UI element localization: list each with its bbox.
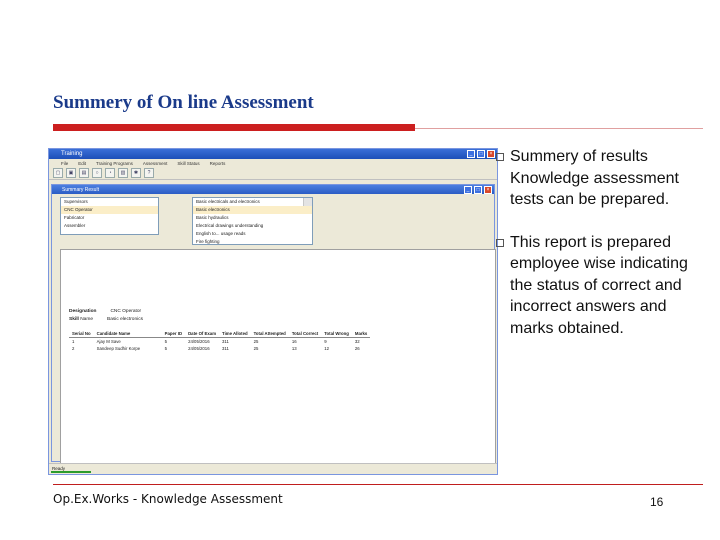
table-cell: 25 bbox=[253, 339, 259, 344]
list-item[interactable]: Fabricator bbox=[64, 215, 85, 220]
list-item[interactable]: Fire fighting bbox=[196, 239, 220, 244]
designation-row bbox=[69, 309, 141, 314]
table-cell: 16 bbox=[291, 339, 297, 344]
designation-label: Designation bbox=[69, 309, 97, 314]
skill-name-label: Name bbox=[80, 317, 94, 322]
list-item[interactable]: Basic hydraulics bbox=[196, 215, 229, 220]
title-accent-bar bbox=[53, 124, 415, 131]
search-icon[interactable]: ○ bbox=[92, 168, 102, 178]
designation-list[interactable] bbox=[60, 197, 159, 235]
menu-item-assessment[interactable]: Assessment bbox=[142, 160, 168, 166]
footer-text: Op.Ex.Works - Knowledge Assessment bbox=[53, 492, 283, 506]
column-header[interactable]: Date Of Exam bbox=[185, 330, 219, 338]
table-cell: 25 bbox=[253, 346, 259, 351]
column-header[interactable]: Candidate Name bbox=[94, 330, 162, 338]
table-cell: 311 bbox=[222, 339, 229, 344]
table-cell: 13 bbox=[291, 346, 297, 351]
list-item[interactable]: Assembler bbox=[64, 223, 86, 228]
list-item[interactable]: Basic electricals and electronics bbox=[196, 199, 260, 204]
user-icon[interactable]: ◔ bbox=[105, 168, 115, 178]
table-cell: 1 bbox=[72, 339, 75, 344]
menu-item-file[interactable]: File bbox=[61, 160, 69, 166]
column-header[interactable]: Total Attempted bbox=[251, 330, 289, 338]
report-icon[interactable]: ▥ bbox=[118, 168, 128, 178]
page-number: 16 bbox=[650, 495, 664, 509]
table-cell: 311 bbox=[222, 346, 229, 351]
open-icon[interactable]: ▢ bbox=[53, 168, 63, 178]
minimize-icon[interactable]: _ bbox=[467, 150, 475, 158]
column-header[interactable]: Paper ID bbox=[162, 330, 185, 338]
filter-panel bbox=[60, 197, 494, 245]
table-cell: 26 bbox=[354, 346, 360, 351]
list-item-selected[interactable]: Basic electronics bbox=[193, 206, 312, 214]
menu-item-edit[interactable]: Edit bbox=[78, 160, 87, 166]
table-cell: 2 bbox=[72, 346, 75, 351]
skill-list-scrollbar[interactable] bbox=[303, 198, 312, 206]
report-panel bbox=[60, 249, 496, 473]
window-title-bar bbox=[49, 149, 497, 159]
table-cell: 5 bbox=[164, 339, 168, 344]
list-item[interactable]: English to... usage reads bbox=[196, 231, 246, 236]
table-row[interactable] bbox=[69, 338, 370, 346]
table-cell: Sandeep Sudhir Korpe bbox=[96, 346, 141, 351]
list-item[interactable]: Electrical drawings understanding bbox=[196, 223, 264, 228]
results-table bbox=[69, 330, 370, 352]
table-cell: 24/05/2016 bbox=[188, 339, 210, 344]
skill-value: Basic electronics bbox=[107, 317, 144, 322]
footer-divider bbox=[53, 484, 703, 485]
table-cell: Ajay M Save bbox=[96, 339, 121, 344]
bullet-item bbox=[496, 146, 711, 211]
status-progress bbox=[51, 471, 91, 473]
bullet-text: This report is prepared employee wise indicating the status of correct and incorrect answers and marks obtained. bbox=[510, 233, 688, 337]
child-window-title: Summary Result bbox=[62, 186, 99, 193]
skill-list[interactable] bbox=[192, 197, 313, 245]
bullet-item bbox=[496, 232, 711, 340]
column-header[interactable]: Serial No bbox=[69, 330, 94, 338]
slide-title: Summery of On line Assessment bbox=[53, 92, 314, 113]
menu-item-reports[interactable]: Reports bbox=[209, 160, 226, 166]
list-item[interactable]: Supervisors bbox=[64, 199, 88, 204]
maximize-icon[interactable]: □ bbox=[477, 150, 485, 158]
table-cell: 5 bbox=[164, 346, 168, 351]
column-header[interactable]: Total Wrong bbox=[321, 330, 352, 338]
column-header[interactable]: Total Correct bbox=[289, 330, 321, 338]
table-cell: 32 bbox=[354, 339, 360, 344]
table-cell: 12 bbox=[324, 346, 330, 351]
menu-bar bbox=[49, 159, 497, 167]
toolbar bbox=[49, 167, 497, 180]
child-minimize-icon[interactable]: _ bbox=[464, 186, 472, 194]
table-header-row bbox=[69, 330, 370, 338]
table-cell: 9 bbox=[324, 339, 327, 344]
help-icon[interactable]: ? bbox=[144, 168, 154, 178]
designation-value: CNC Operator bbox=[110, 309, 142, 314]
list-item-selected[interactable]: CNC Operator bbox=[61, 206, 158, 214]
bullet-square-icon bbox=[496, 153, 504, 161]
save-icon[interactable]: ▣ bbox=[66, 168, 76, 178]
child-window-title-bar bbox=[52, 185, 494, 194]
status-text: Ready bbox=[52, 466, 66, 471]
table-row[interactable] bbox=[69, 345, 370, 352]
child-close-icon[interactable]: × bbox=[484, 186, 492, 194]
window-title: Training bbox=[61, 151, 83, 157]
menu-item-training-programs[interactable]: Training Programs bbox=[96, 160, 133, 166]
column-header[interactable]: Time Alloted bbox=[219, 330, 251, 338]
settings-icon[interactable]: ✱ bbox=[131, 168, 141, 178]
close-icon[interactable]: × bbox=[487, 150, 495, 158]
bullet-square-icon bbox=[496, 239, 504, 247]
table-cell: 24/05/2016 bbox=[188, 346, 210, 351]
child-maximize-icon[interactable]: □ bbox=[474, 186, 482, 194]
skill-label: Skill bbox=[69, 317, 79, 322]
app-screenshot bbox=[48, 148, 498, 475]
menu-item-skill-status[interactable]: Skill Status bbox=[177, 160, 200, 166]
summary-result-window bbox=[51, 184, 495, 462]
status-bar bbox=[49, 463, 497, 474]
print-icon[interactable]: ▤ bbox=[79, 168, 89, 178]
bullet-list bbox=[496, 146, 711, 339]
column-header[interactable]: Marks bbox=[352, 330, 370, 338]
bullet-text: Summery of results Knowledge assessment tests can be prepared. bbox=[510, 148, 679, 208]
skill-row bbox=[69, 317, 143, 322]
